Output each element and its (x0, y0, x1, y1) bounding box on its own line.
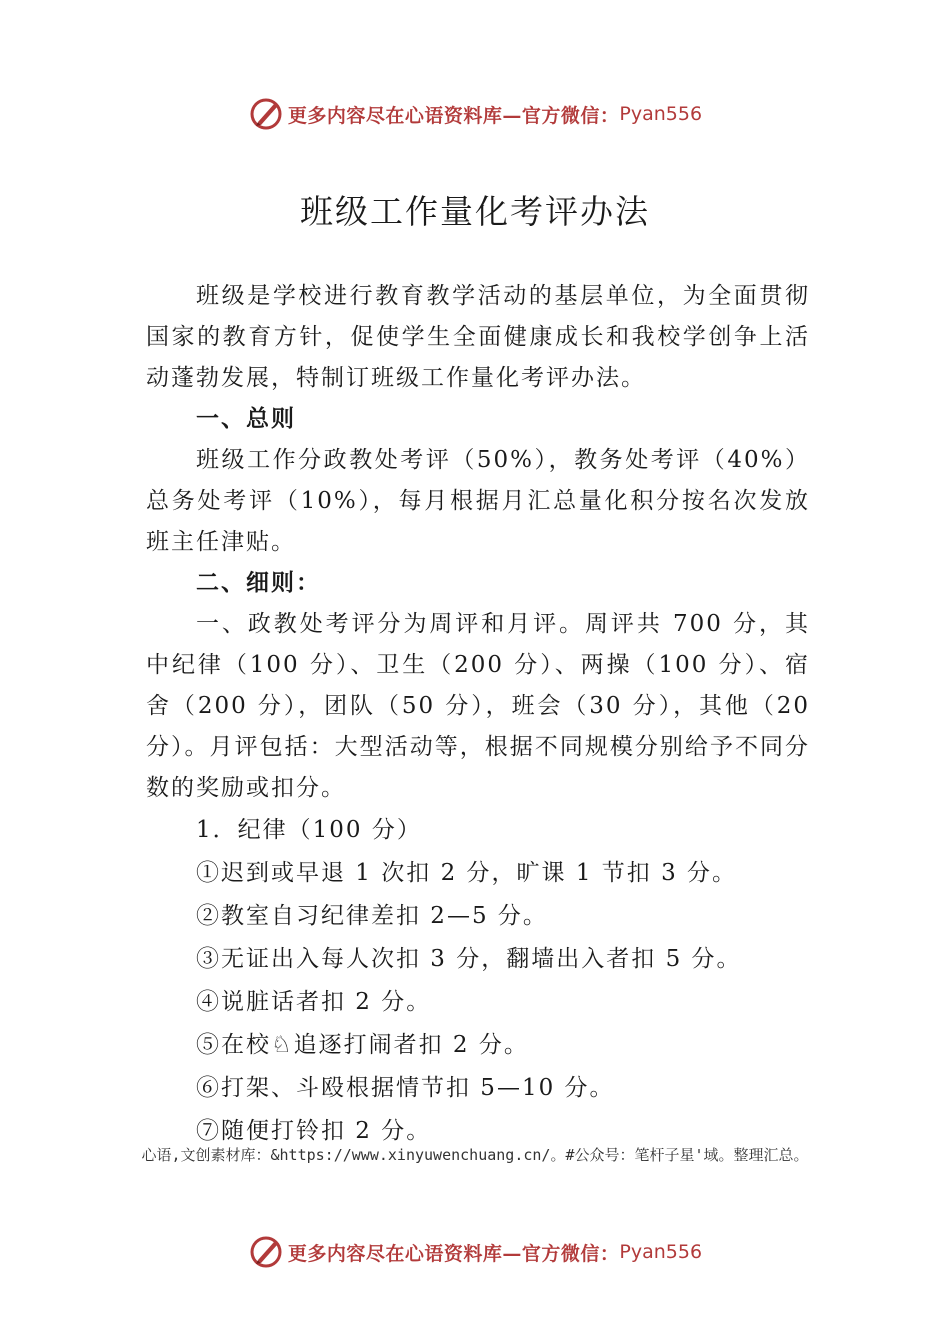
header-banner (0, 94, 950, 134)
list-item: ④说脏话者扣 2 分。 (196, 989, 432, 1015)
pen-logo-icon (248, 96, 284, 132)
list-item: ②教室自习纪律差扣 2—5 分。 (196, 903, 548, 929)
pen-logo-icon (248, 1234, 284, 1270)
page-title: 班级工作量化考评办法 (300, 192, 650, 231)
banner-text: 更多内容尽在心语资料库—官方微信： (287, 104, 620, 127)
intro-paragraph: 班级是学校进行教育教学活动的基层单位，为全面贯彻国家的教育方针，促使学生全面健康成长和我校学创争上活动蓬勃发展，特制订班级工作量化考评办法。 (146, 283, 810, 391)
general-paragraph: 班级工作分政教处考评（50%），教务处考评（40%）总务处考评（10%），每月根据月汇总量化积分按名次发放班主任津贴。 (146, 447, 810, 555)
list-item: ⑦随便打铃扣 2 分。 (196, 1118, 432, 1144)
section-heading-general: 一、总则 (196, 406, 296, 432)
banner-text: 更多内容尽在心语资料库—官方微信： (287, 1242, 620, 1265)
list-item: ③无证出入每人次扣 3 分，翻墙出入者扣 5 分。 (196, 946, 742, 972)
details-paragraph: 一、政教处考评分为周评和月评。周评共 700 分，其中纪律（100 分）、卫生（200 分）、两操（100 分）、宿舍（200 分），团队（50 分），班会（30 分），其他（20 分）。月评包括：大型活动等，根据不同规模分别给予不同分数的奖励或扣分。 (146, 611, 810, 801)
source-note: 心语,文创素材库：&https://www.xinyuwenchuang.cn/。#公众号：笔杆子星'域。整理汇总。 (141, 1146, 809, 1164)
wechat-id: Pyan556 (619, 1241, 703, 1263)
discipline-subheading: 1．纪律（100 分） (196, 817, 422, 843)
list-item: ⑥打架、斗殴根据情节扣 5—10 分。 (196, 1075, 615, 1101)
footer-banner (0, 1232, 950, 1272)
wechat-id: Pyan556 (619, 103, 703, 125)
list-item: ⑤在校♘追逐打闹者扣 2 分。 (196, 1032, 529, 1058)
list-item: ①迟到或早退 1 次扣 2 分，旷课 1 节扣 3 分。 (196, 860, 738, 886)
document-body (146, 276, 810, 1153)
section-heading-details: 二、细则： (196, 570, 321, 596)
